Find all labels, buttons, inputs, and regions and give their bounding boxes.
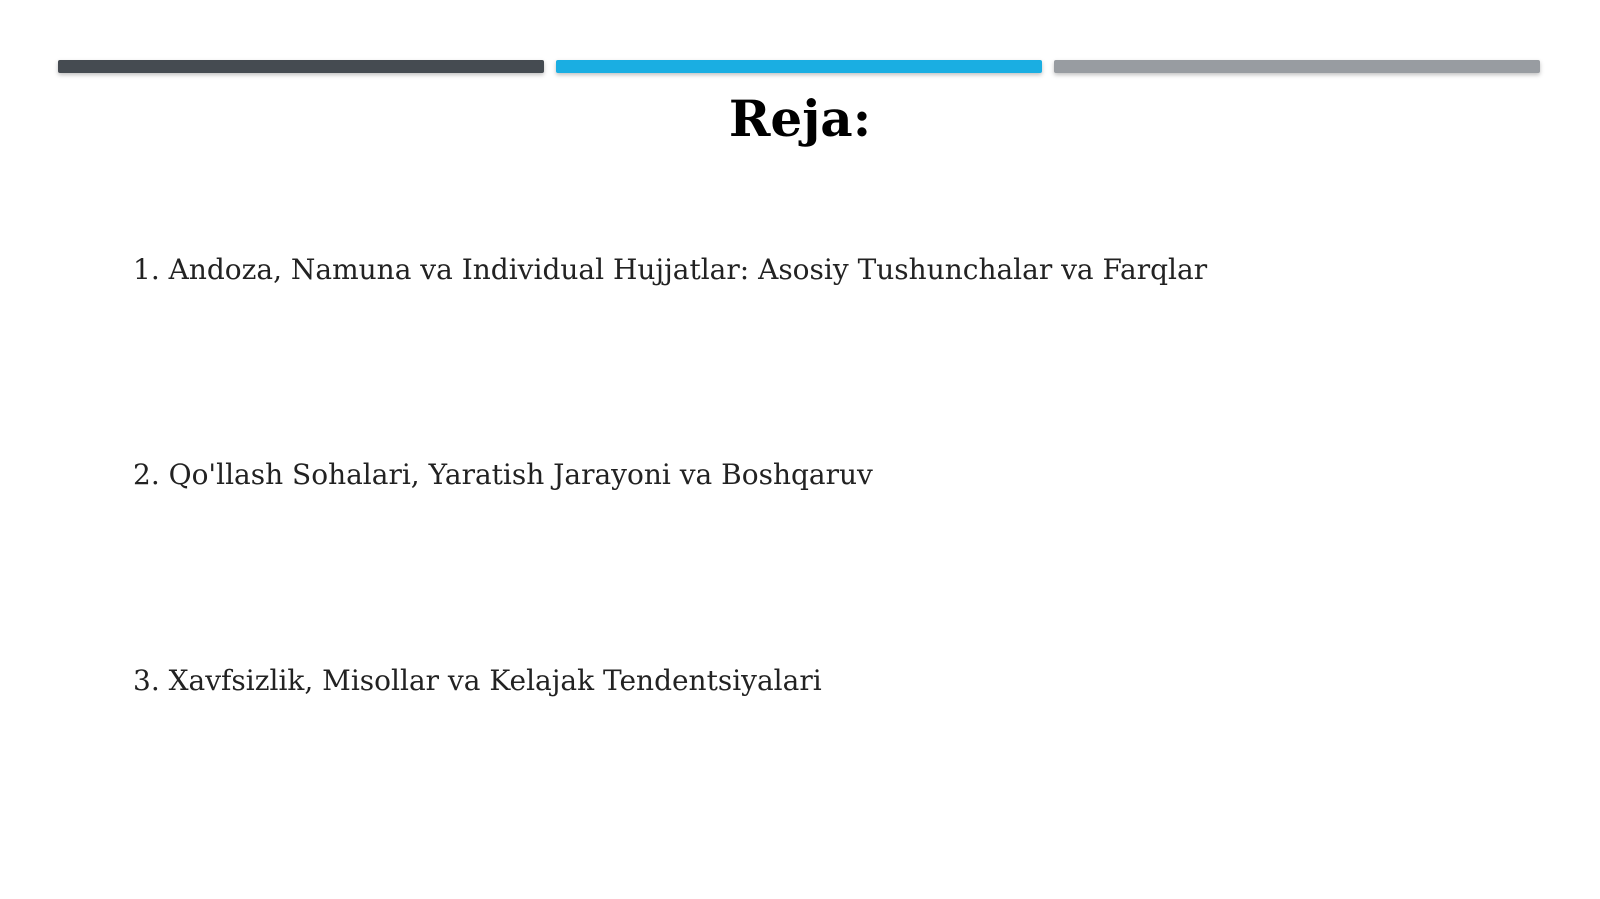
slide-title: Reja: bbox=[728, 89, 872, 148]
accent-bar-dark bbox=[58, 60, 544, 73]
accent-bar-blue bbox=[556, 60, 1042, 73]
outline-item: 3. Xavfsizlik, Misollar va Kelajak Tendentsiyalari bbox=[133, 664, 822, 697]
outline-item: 2. Qo'llash Sohalari, Yaratish Jarayoni va Boshqaruv bbox=[133, 458, 873, 491]
outline-item: 1. Andoza, Namuna va Individual Hujjatlar: Asosiy Tushunchalar va Farqlar bbox=[133, 253, 1208, 286]
accent-bar-gray bbox=[1054, 60, 1540, 73]
